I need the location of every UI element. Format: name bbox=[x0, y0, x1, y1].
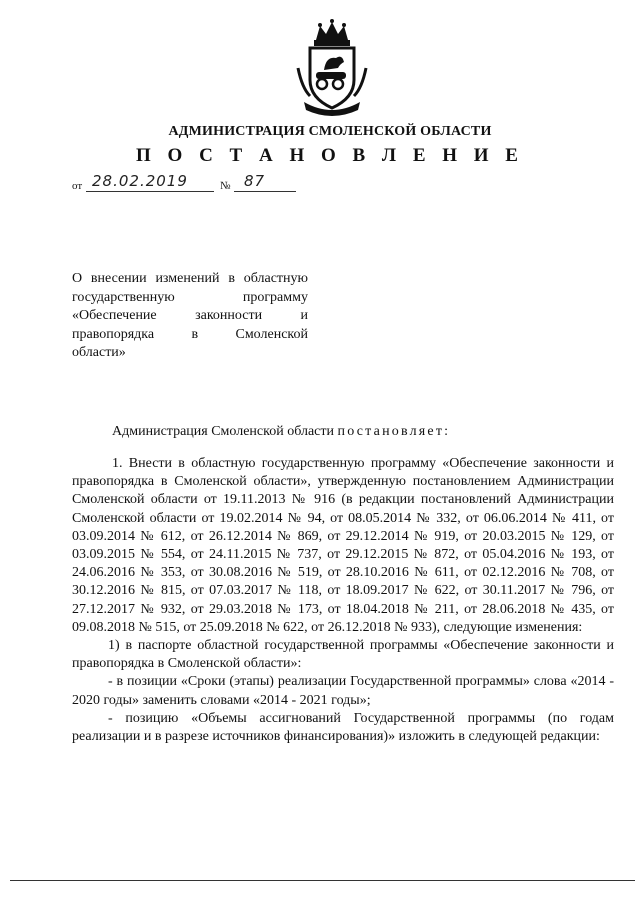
number-underline bbox=[234, 191, 296, 192]
document-body bbox=[72, 455, 614, 746]
smolensk-coat-of-arms-icon bbox=[296, 18, 368, 118]
decree-word: постановляет: bbox=[337, 424, 451, 439]
subject-line: правопорядка в Смоленской bbox=[72, 326, 308, 342]
document-subject bbox=[72, 270, 308, 363]
handwritten-number: 87 bbox=[244, 172, 266, 190]
intro-text: Администрация Смоленской области bbox=[112, 424, 335, 439]
document-type-title: П О С Т А Н О В Л Е Н И Е bbox=[136, 145, 524, 166]
decree-intro bbox=[112, 424, 450, 440]
body-paragraph: 1) в паспорте областной государственной программы «Обеспечение законности и правопорядка в Смоленской области»: bbox=[72, 638, 614, 672]
handwritten-date: 28.02.2019 bbox=[92, 172, 188, 190]
body-paragraph: - в позиции «Сроки (этапы) реализации Государственной программы» слова «2014 - 2020 годы» заменить словами «2014 - 2021 годы»; bbox=[72, 674, 614, 708]
number-label: № bbox=[220, 180, 231, 192]
subject-line: государственную программу bbox=[72, 289, 308, 305]
organization-title: АДМИНИСТРАЦИЯ СМОЛЕНСКОЙ ОБЛАСТИ bbox=[168, 124, 492, 139]
subject-line: «Обеспечение законности и bbox=[72, 308, 308, 323]
date-number-line bbox=[72, 172, 332, 194]
subject-line: О внесении изменений в областную bbox=[72, 271, 308, 286]
date-label: от bbox=[72, 180, 83, 192]
body-paragraph: - позицию «Объемы ассигнований Государственной программы (по годам реализации и в разрезе источников финансирования)» изложить в следующей редакции: bbox=[72, 710, 614, 745]
page-bottom-rule bbox=[10, 880, 635, 881]
body-paragraph: 1. Внести в областную государственную программу «Обеспечение законности и правопорядка в Смоленской области», утвержденную постановлением Администрации Смоленской области от 19.11.2013 № 916 (в редакции постановлений Администрации Смоленской области от 19.02.2014 № 94, от 08.05.2014 № 332, от 06.06.2014 № 411, от 03.09.2014 № 612, от 26.12.2014 № 869, от 29.12.2014 № 919, от 20.03.2015 № 129, от 03.09.2015 № 554, от 24.11.2015 № 737, от 29.12.2015 № 872, от 05.04.2016 № 193, от 24.06.2016 № 353, от 30.08.2016 № 519, от 28.10.2016 № 611, от 02.12.2016 № 708, от 30.12.2016 № 815, от 07.03.2017 № 118, от 18.09.2017 № 622, от 30.11.2017 № 796, от 27.12.2017 № 932, от 29.03.2018 № 173, от 18.04.2018 № 211, от 28.06.2018 № 435, от 09.08.2018 № 515, от 25.09.2018 № 622, от 26.12.2018 № 933), следующие изменения: bbox=[72, 456, 614, 635]
date-underline bbox=[86, 191, 214, 192]
subject-line: области» bbox=[72, 345, 126, 360]
